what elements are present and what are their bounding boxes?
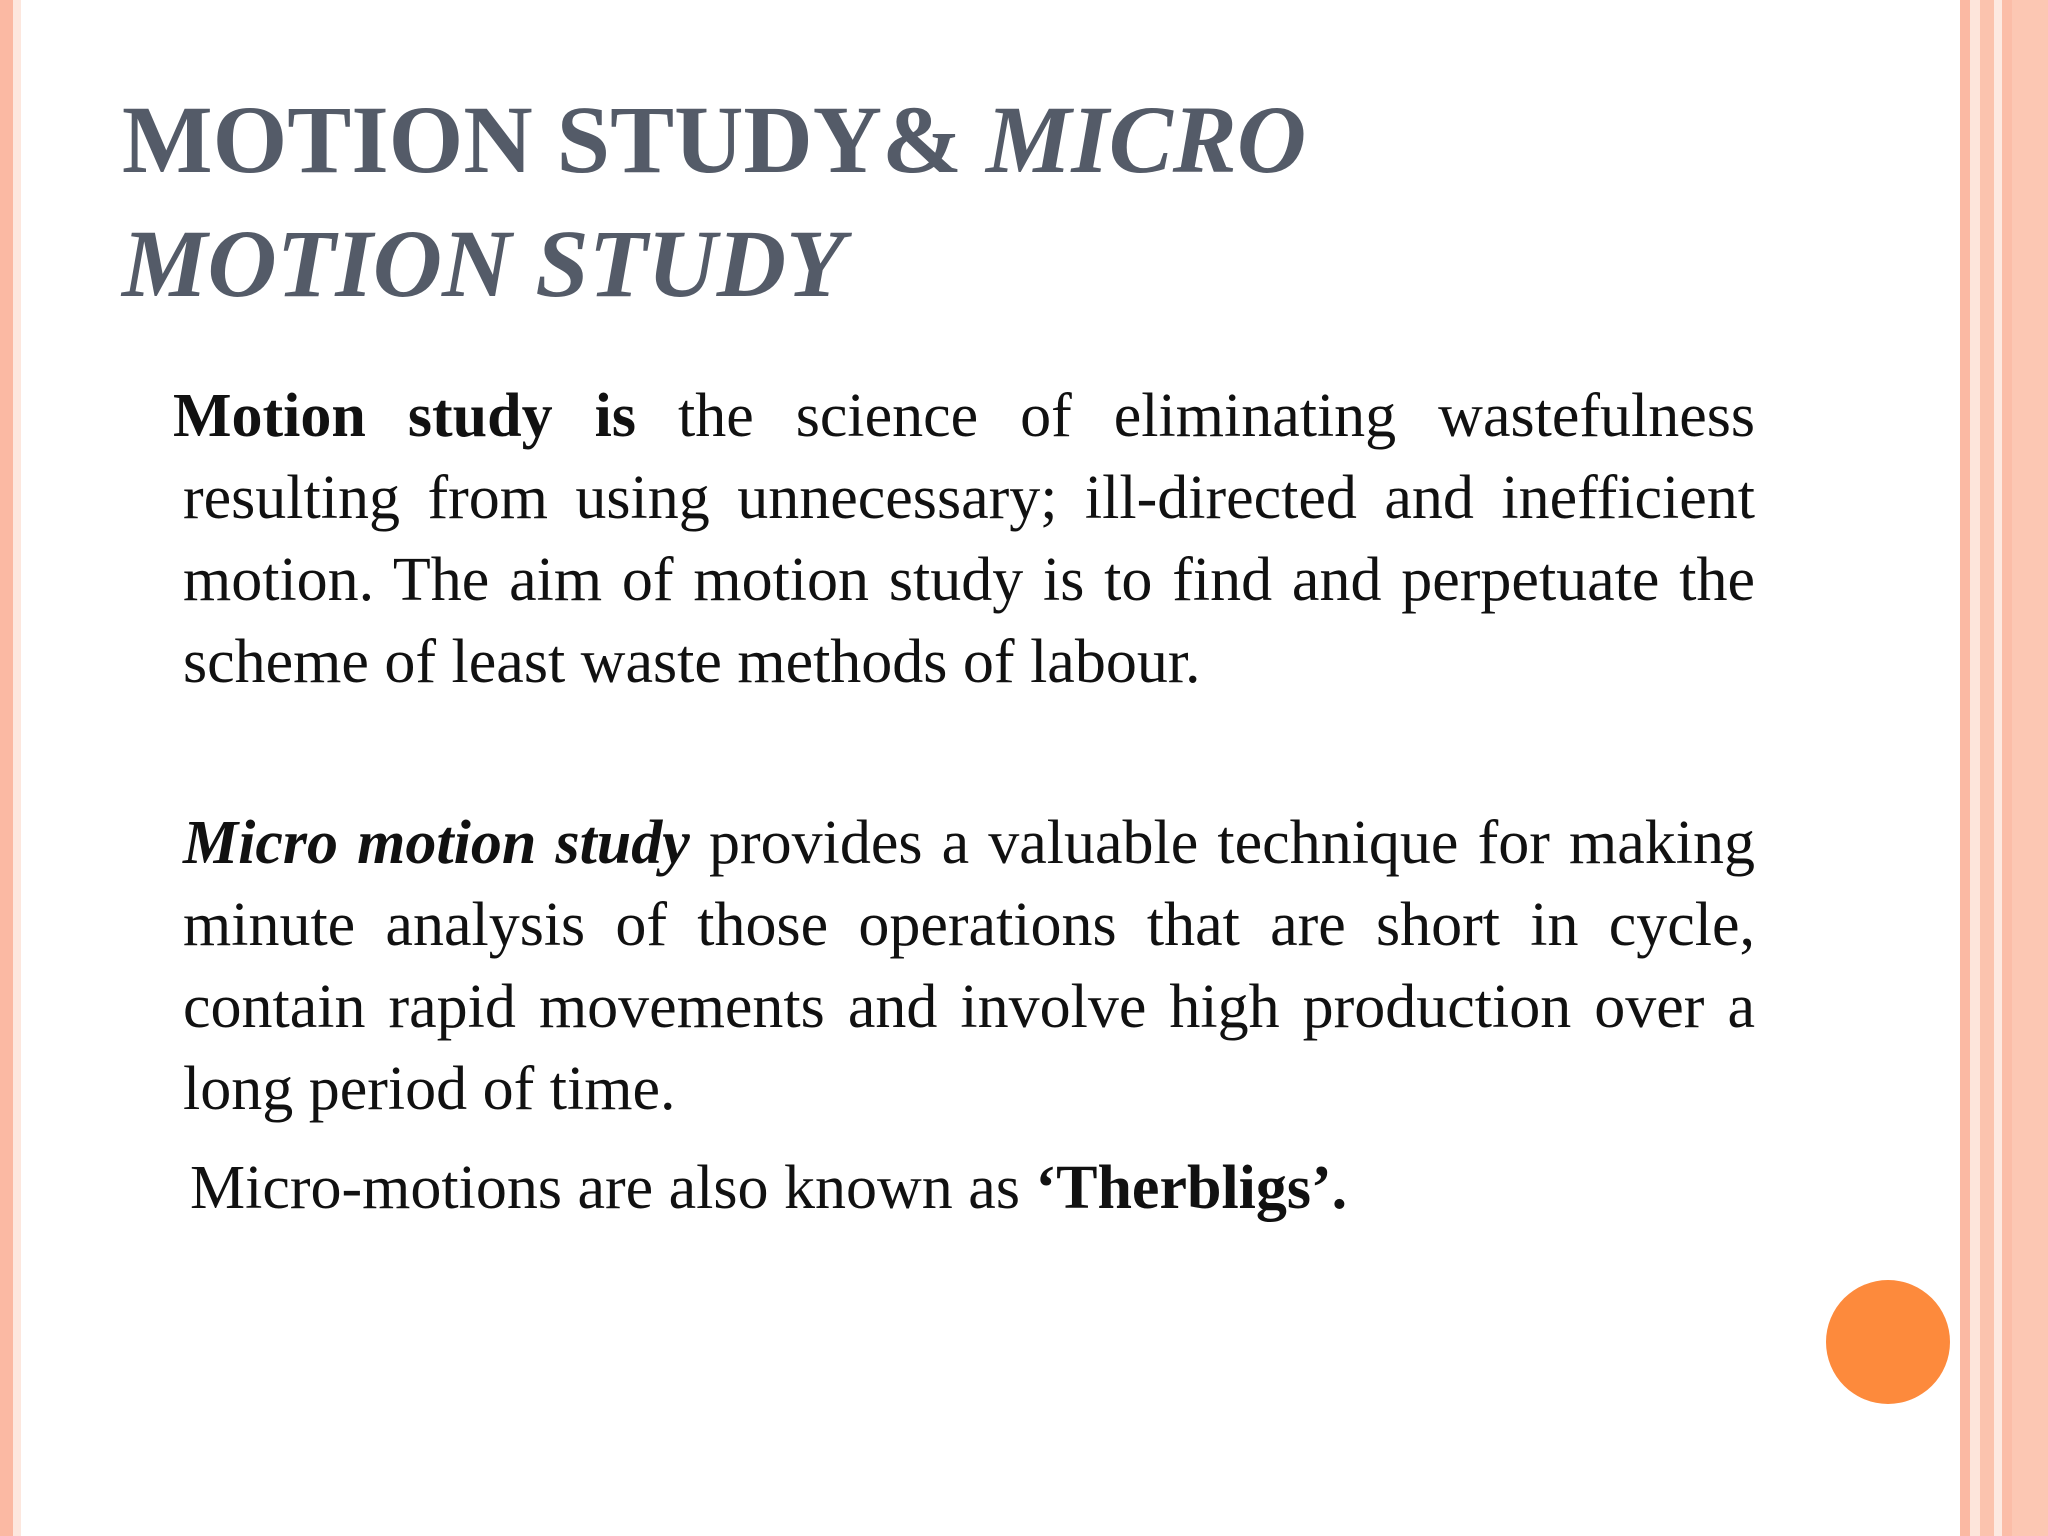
- term-therbligs: ‘Therbligs’.: [1035, 1154, 1348, 1222]
- right-border-stripe: [1980, 0, 1994, 1536]
- term-micro-motion-study: Micro motion study: [183, 809, 690, 877]
- left-border-stripe-inner: [13, 0, 21, 1536]
- definition-motion-study: the science of eliminating wastefulness resulting from using unnecessary; ill-directed and inefficient motion. The aim of motion study is to find and perpetuate the scheme of least waste methods of labour.: [183, 382, 1755, 696]
- paragraph-motion-study: [173, 375, 1755, 703]
- right-border-stripe: [2012, 0, 2048, 1536]
- left-border-stripe: [0, 0, 13, 1536]
- paragraph-micro-motion-study: [183, 802, 1755, 1130]
- accent-circle: [1826, 1280, 1950, 1404]
- title-line-2: MOTION STUDY: [122, 210, 845, 317]
- title-part-1: MOTION STUDY&: [122, 86, 987, 193]
- slide-title: [122, 78, 1822, 326]
- right-border-stripe: [1994, 0, 2002, 1536]
- right-border-stripe: [2002, 0, 2012, 1536]
- term-motion-study: Motion study is: [173, 382, 636, 450]
- paragraph-therbligs: [190, 1147, 1347, 1229]
- therbligs-intro: Micro-motions are also known as: [190, 1154, 1036, 1222]
- title-part-2: MICRO: [986, 86, 1307, 193]
- right-border-stripe: [1970, 0, 1980, 1536]
- definition-micro-motion-study: provides a valuable technique for making minute analysis of those operations that are short in cycle, contain rapid movements and involve high production over a long period of time.: [183, 809, 1755, 1123]
- right-border-stripe: [1960, 0, 1970, 1536]
